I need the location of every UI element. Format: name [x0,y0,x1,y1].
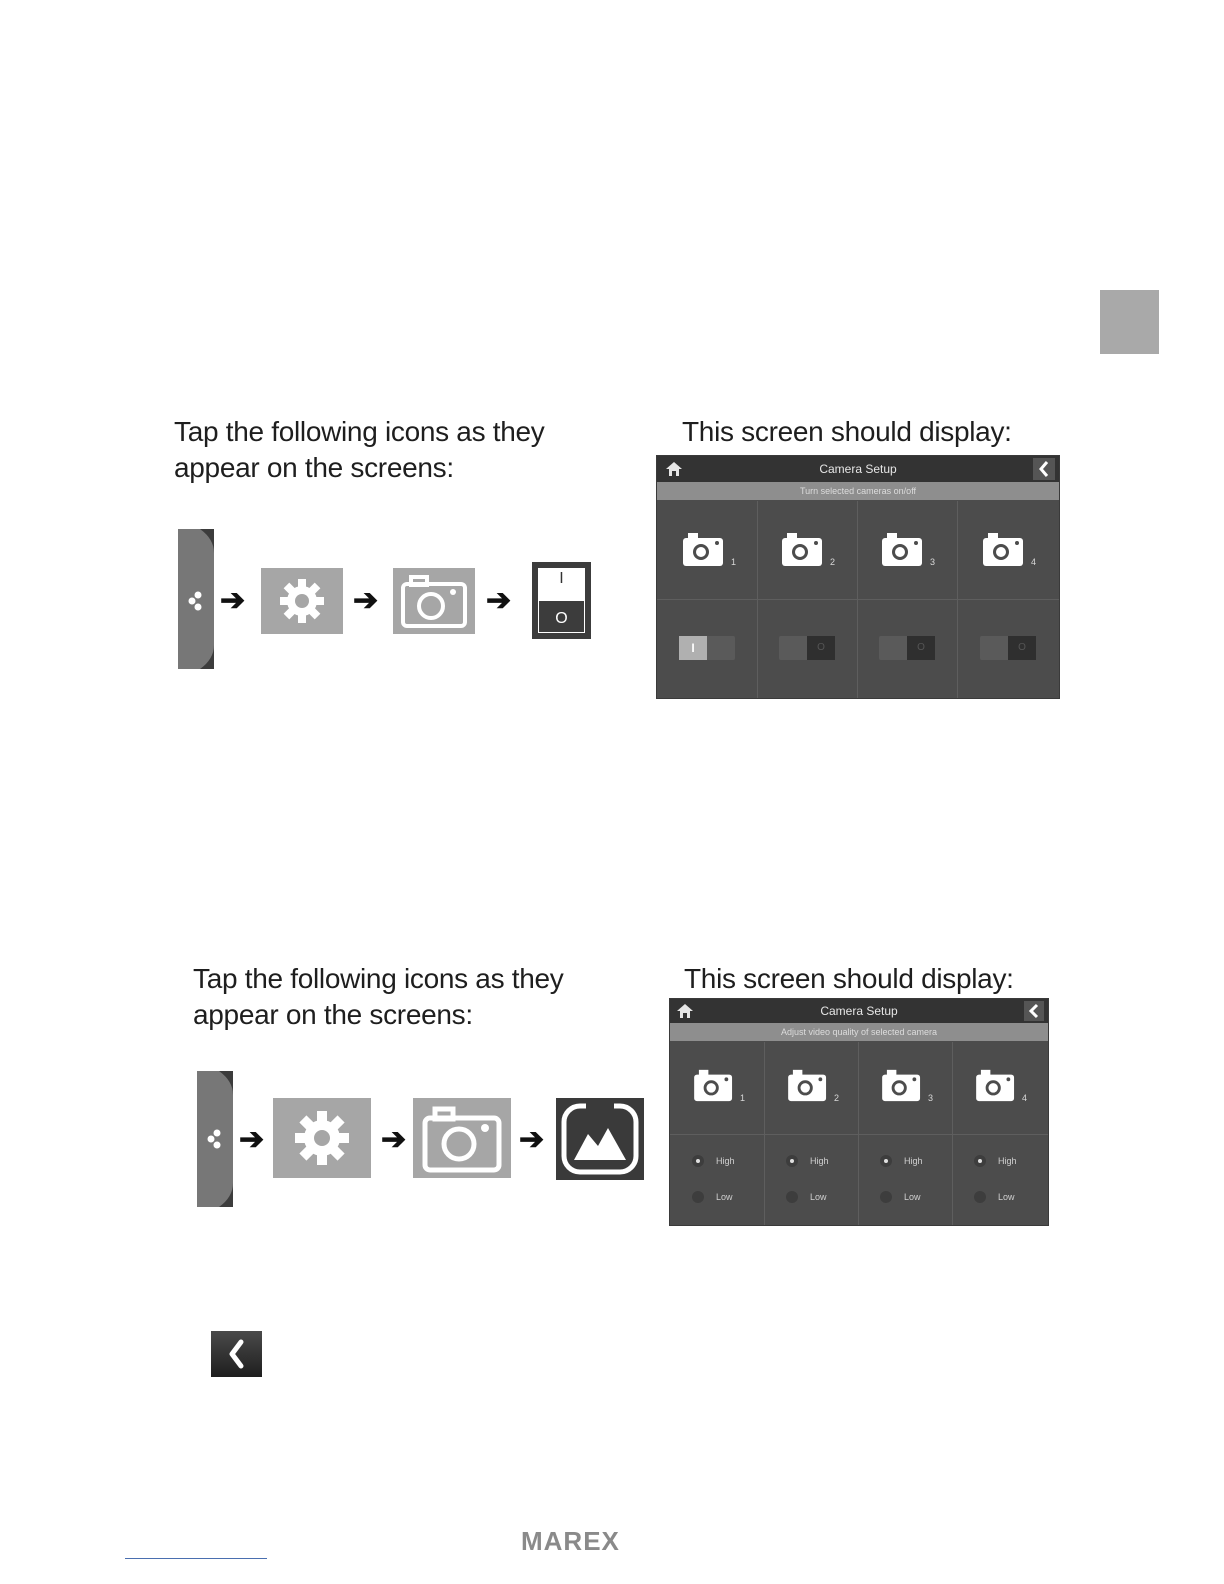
camera-icon [974,1067,1020,1103]
camera-number: 3 [928,1093,934,1103]
camera-number: 2 [834,1093,840,1103]
toggle-knob: O [807,636,835,660]
camera-icon [786,1067,832,1103]
arrow-icon: ➔ [239,1123,265,1156]
camera-icon[interactable] [393,568,475,634]
camera-icon [880,1067,926,1103]
image-quality-icon[interactable] [556,1098,644,1180]
camera-icon [780,530,828,568]
quality-low-radio[interactable] [880,1191,892,1203]
camera-setup-screen-onoff [656,455,1060,699]
gear-icon[interactable] [261,568,343,634]
quality-high-label: High [810,1156,829,1166]
quality-high-radio[interactable] [880,1155,892,1167]
instruction-line-2: appear on the screens: [193,999,473,1030]
quality-cell [765,1135,859,1226]
quality-high-label: High [716,1156,735,1166]
quality-high-label: High [998,1156,1017,1166]
instruction-line-2: appear on the screens: [174,452,454,483]
screen-title: Camera Setup [820,1004,898,1018]
quality-high-label: High [904,1156,923,1166]
back-chevron-icon[interactable] [1024,1001,1044,1021]
gear-icon[interactable] [273,1098,371,1178]
instruction-line-1: Tap the following icons as they [193,963,564,994]
toggle-knob: O [907,636,935,660]
quality-low-radio[interactable] [974,1191,986,1203]
camera-toggle-off[interactable] [980,636,1036,660]
camera-icon[interactable] [413,1098,511,1178]
section2-display-heading: This screen should display: [684,963,1014,994]
quality-low-label: Low [810,1192,827,1202]
home-icon[interactable] [665,460,683,483]
screen-title: Camera Setup [819,462,897,476]
arrow-icon: ➔ [519,1123,545,1156]
arrow-icon: ➔ [486,584,512,617]
quality-high-radio[interactable] [786,1155,798,1167]
camera-number: 4 [1031,557,1037,567]
screen-subtitle: Adjust video quality of selected camera [670,1023,1048,1041]
instruction-line-1: Tap the following icons as they [174,416,545,447]
back-chevron-icon[interactable] [211,1331,262,1377]
quality-cell [953,1135,1049,1226]
quality-low-label: Low [904,1192,921,1202]
quality-low-radio[interactable] [692,1191,704,1203]
quality-low-label: Low [998,1192,1015,1202]
brand-logo: MAREX [521,1526,620,1556]
camera-toggle-off[interactable] [879,636,935,660]
camera-toggle-on[interactable] [679,636,735,660]
menu-tab-icon[interactable] [178,529,214,669]
camera-number: 4 [1022,1093,1028,1103]
arrow-icon: ➔ [220,584,246,617]
camera-setup-screen-quality [669,998,1049,1226]
camera-icon [880,530,928,568]
toggle-knob: I [679,636,707,660]
back-chevron-icon[interactable] [1033,458,1055,480]
quality-high-radio[interactable] [974,1155,986,1167]
quality-low-label: Low [716,1192,733,1202]
section1-display-heading: This screen should display: [682,416,1012,447]
quality-cell [670,1135,765,1226]
switch-on-label: I [559,570,564,587]
camera-number: 1 [740,1093,746,1103]
home-icon[interactable] [676,1002,694,1025]
camera-toggle-off[interactable] [779,636,835,660]
camera-icon [681,530,729,568]
arrow-icon: ➔ [353,584,379,617]
camera-number: 3 [930,557,936,567]
quality-high-radio[interactable] [692,1155,704,1167]
switch-off-label: O [555,610,568,627]
camera-icon [981,530,1029,568]
camera-number: 1 [731,557,737,567]
screen-titlebar [670,999,1048,1023]
screen-titlebar [657,456,1059,482]
power-switch-icon[interactable] [532,562,591,639]
section1-instruction [174,414,544,486]
screen-subtitle: Turn selected cameras on/off [657,482,1059,500]
menu-tab-icon[interactable] [197,1071,233,1207]
quality-low-radio[interactable] [786,1191,798,1203]
camera-number: 2 [830,557,836,567]
arrow-icon: ➔ [381,1123,407,1156]
section2-instruction [193,961,563,1033]
quality-cell [859,1135,953,1226]
chapter-side-tab [1100,290,1159,354]
camera-icon [692,1067,738,1103]
footer-divider [125,1558,267,1559]
toggle-knob: O [1008,636,1036,660]
